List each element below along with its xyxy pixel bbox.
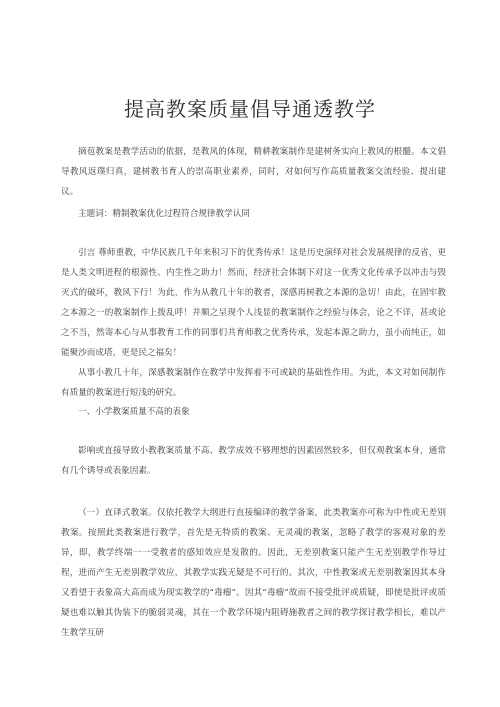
introduction-paragraph: 引言 尊师重教，中华民族几千年来积习下的优秀传承！这是历史演绎对社会发展规律的反省，更是人类文明进程的根源性、内生性之助力！然而，经济社会体制下对这一优秀文化传承予以冲击与毁灭式的破坏，教风下行！为此，作为从教几十年的教者，深感再树教之本源的急切！由此，在固牢教之本源之一的教案制作上拨乱呼！并顺之呈现个人浅显的教案制作之经验与体会，论之不详，甚或论之不当，然寄本心与从事教育工作的同事们共育师教之优秀传承，发起本源之助力，虽小而纯正，如能聚沙而成塔，更是民之福矣！ (61, 248, 446, 358)
section-intro-paragraph: 影响或直接导致小教教案质量不高、教学成效不够理想的因素固然较多，但仅观教案本身，通常有几个诱导或表象因素。 (61, 446, 446, 476)
point-one-paragraph: （一）直译式教案。仅依托教学大纲进行直接编译的教学备案，此类教案亦可称为中性或无差别教案。按照此类教案进行教学，首先是无特质的教案、无灵魂的教案，忽略了教学的客观对象的差异，即，教学终端一一受教者的感知效应是发散的。因此，无差别教案只能产生无差别教学作导过程，进而产生无差别教学效应，其教学实践无疑是不可行的。其次，中性教案或无差别教案因其本身又看望于表象高大高而成为现实教学的“毒瘤”。因其“毒瘤”故而不接受批评或质疑，即使是批评或质疑也难以触其伪装下的脆弱灵魂，其在一个教学环境内阻碍施教者之间的教学探讨教学相长，难以产生教学互研 (61, 508, 446, 638)
experience-paragraph: 从事小教几十年，深感教案制作在教学中发挥着不可或缺的基础性作用。为此，本文对如何制作有质量的教案进行短浅的研究。 (61, 368, 446, 398)
section-heading: 一、小学教案质量不高的表象 (78, 407, 190, 417)
document-title: 提高教案质量倡导通透教学 (124, 97, 376, 121)
abstract-paragraph: 摘苞教案是教学活动的依据，是教风的体现，精耕教案制作是建树务实向上教风的根髓。本文倡导教风返璞归真，建树教书育人的崇高职业素养，同时，对如何写作高质量教案交流经验、提出建议。 (61, 147, 446, 197)
keywords-line: 主题词：精制教案优化过程符合规律教学认同 (78, 209, 250, 219)
